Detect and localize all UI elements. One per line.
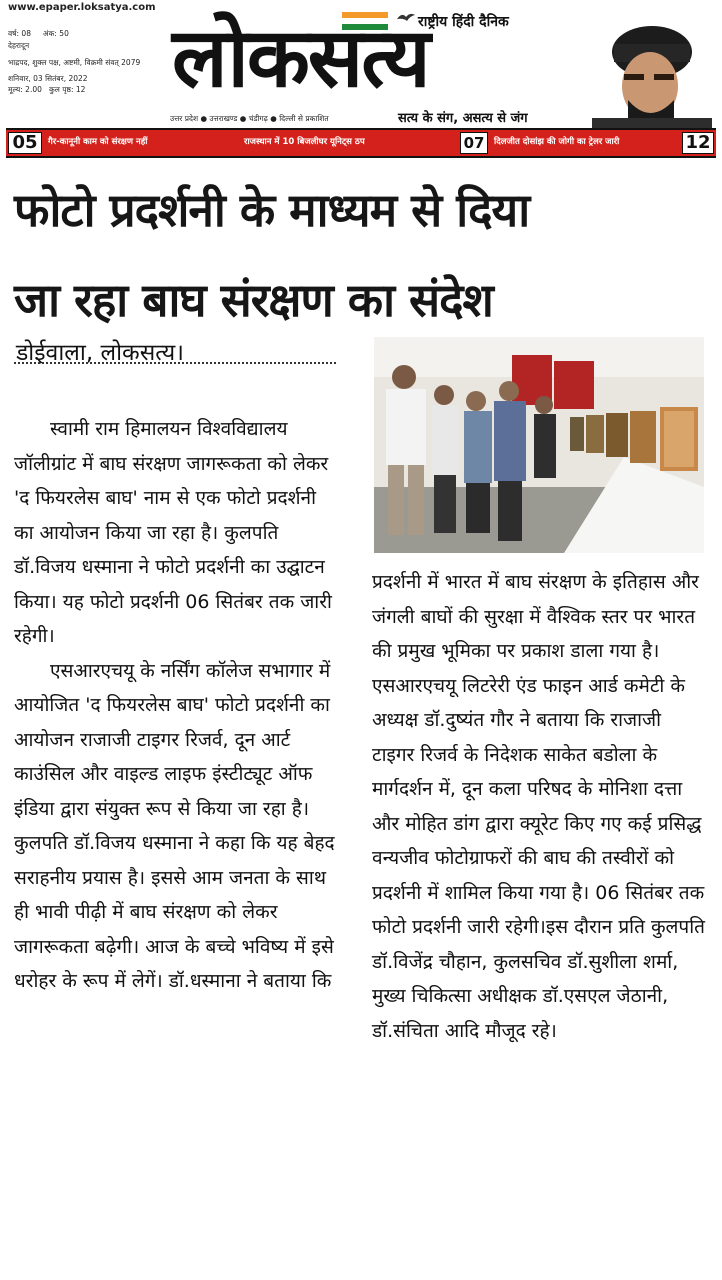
ticker-item[interactable]: दिलजीत दोसांझ की जोगी का ट्रेलर जारी [494, 137, 620, 147]
ticker-page-number[interactable]: 05 [8, 132, 42, 154]
ticker-page-number[interactable]: 07 [460, 132, 488, 154]
divider [14, 362, 336, 364]
exhibition-photo[interactable] [374, 337, 704, 553]
newspaper-logo[interactable]: लोकसत्य [172, 10, 429, 106]
motto: सत्य के संग, असत्य से जंग [398, 111, 528, 126]
paragraph: एसआरएचयू के नर्सिंग कॉलेज सभागार में आयोजित 'द फियरलेस बाघ' फोटो प्रदर्शनी का आयोजन राजाजी टाइगर रिजर्व, दून आर्ट काउंसिल और वाइल्ड लाइफ इंस्टीट्यूट ऑफ इंडिया द्वारा संयुक्त रूप से किया जा रहा है। कुलपति डॉ.विजय धस्माना ने कहा कि यह बेहद सराहनीय प्रयास है। इससे आम जनता के साथ ही भावी पीढ़ी में बाघ संरक्षण को लेकर जागरूकता बढ़ेगी। आज के बच्चे भविष्य में इसे धरोहर के रूप में लेगें। डॉ.धस्माना ने बताया कि [14, 659, 335, 992]
edition-city: देहरादून [8, 40, 30, 50]
issue-number: अंक: 50 [42, 29, 69, 38]
tagline: राष्ट्रीय हिंदी दैनिक [418, 14, 509, 30]
hindi-calendar-date: भाद्रपद, शुक्ल पक्ष, अष्टमी, विक्रमी संवत् 2079 [8, 58, 141, 67]
headline [14, 165, 714, 345]
dateline: डोईवाला, लोकसत्य। [16, 340, 184, 366]
page-index-ticker [6, 128, 716, 158]
celebrity-photo[interactable] [562, 22, 714, 130]
headline-line: जा रहा बाघ संरक्षण का संदेश [14, 273, 493, 327]
site-url[interactable]: www.epaper.loksatya.com [8, 2, 156, 13]
issue-date: शनिवार, 03 सितंबर, 2022 [8, 73, 88, 83]
volume: वर्ष: 08 [8, 29, 31, 38]
ticker-page-number[interactable]: 12 [682, 132, 714, 154]
headline-line: फोटो प्रदर्शनी के माध्यम से दिया [14, 183, 530, 237]
price: मूल्य: 2.00 [8, 85, 42, 94]
ticker-item[interactable]: राजस्थान में 10 बिजलीघर यूनिट्स ठप [244, 137, 365, 147]
paragraph: स्वामी राम हिमालयन विश्वविद्यालय जॉलीग्रांट में बाघ संरक्षण जागरूकता को लेकर 'द फियरलेस बाघ' नाम से एक फोटो प्रदर्शनी का आयोजन किया जा रहा है। कुलपति डॉ.विजय धस्माना ने फोटो प्रदर्शनी का उद्घाटन किया। यह फोटो प्रदर्शनी 06 सितंबर तक जारी रहेगी। [14, 418, 332, 647]
page-count: कुल पृष्ठ: 12 [49, 85, 86, 94]
issue-meta [8, 28, 168, 96]
article-column-left [14, 412, 340, 999]
article-column-right: प्रदर्शनी में भारत में बाघ संरक्षण के इतिहास और जंगली बाघों की सुरक्षा में वैश्विक स्तर पर भारत की प्रमुख भूमिका पर प्रकाश डाला गया है।एसआरएचयू लिटरेरी एंड फाइन आर्ड कमेटी के अध्यक्ष डॉ.दुष्यंत गौर ने बताया कि राजाजी टाइगर रिजर्व के निदेशक साकेत बडोला के मार्गदर्शन में, दून कला परिषद के मोनिशा दत्ता और मोहित डांग द्वारा क्यूरेट किए गए कई प्रसिद्ध वन्यजीव फोटोग्राफरों की बाघ की तस्वीरों को प्रदर्शनी में शामिल किया गया है। 06 सितंबर तक फोटो प्रदर्शनी जारी रहेगी।इस दौरान प्रति कुलपति डॉ.विजेंद्र चौहान, कुलसचिव डॉ.सुशीला शर्मा, मुख्य चिकित्सा अधीक्षक डॉ.एसएल जेठानी, डॉ.संचिता आदि मौजूद रहे। [372, 571, 705, 1042]
publication-cities: उत्तर प्रदेश ● उत्तराखण्ड ● चंडीगढ़ ● दिल्ली से प्रकाशित [170, 114, 329, 123]
ticker-item[interactable]: गैर-कानूनी काम को संरक्षण नहीं [48, 137, 148, 147]
